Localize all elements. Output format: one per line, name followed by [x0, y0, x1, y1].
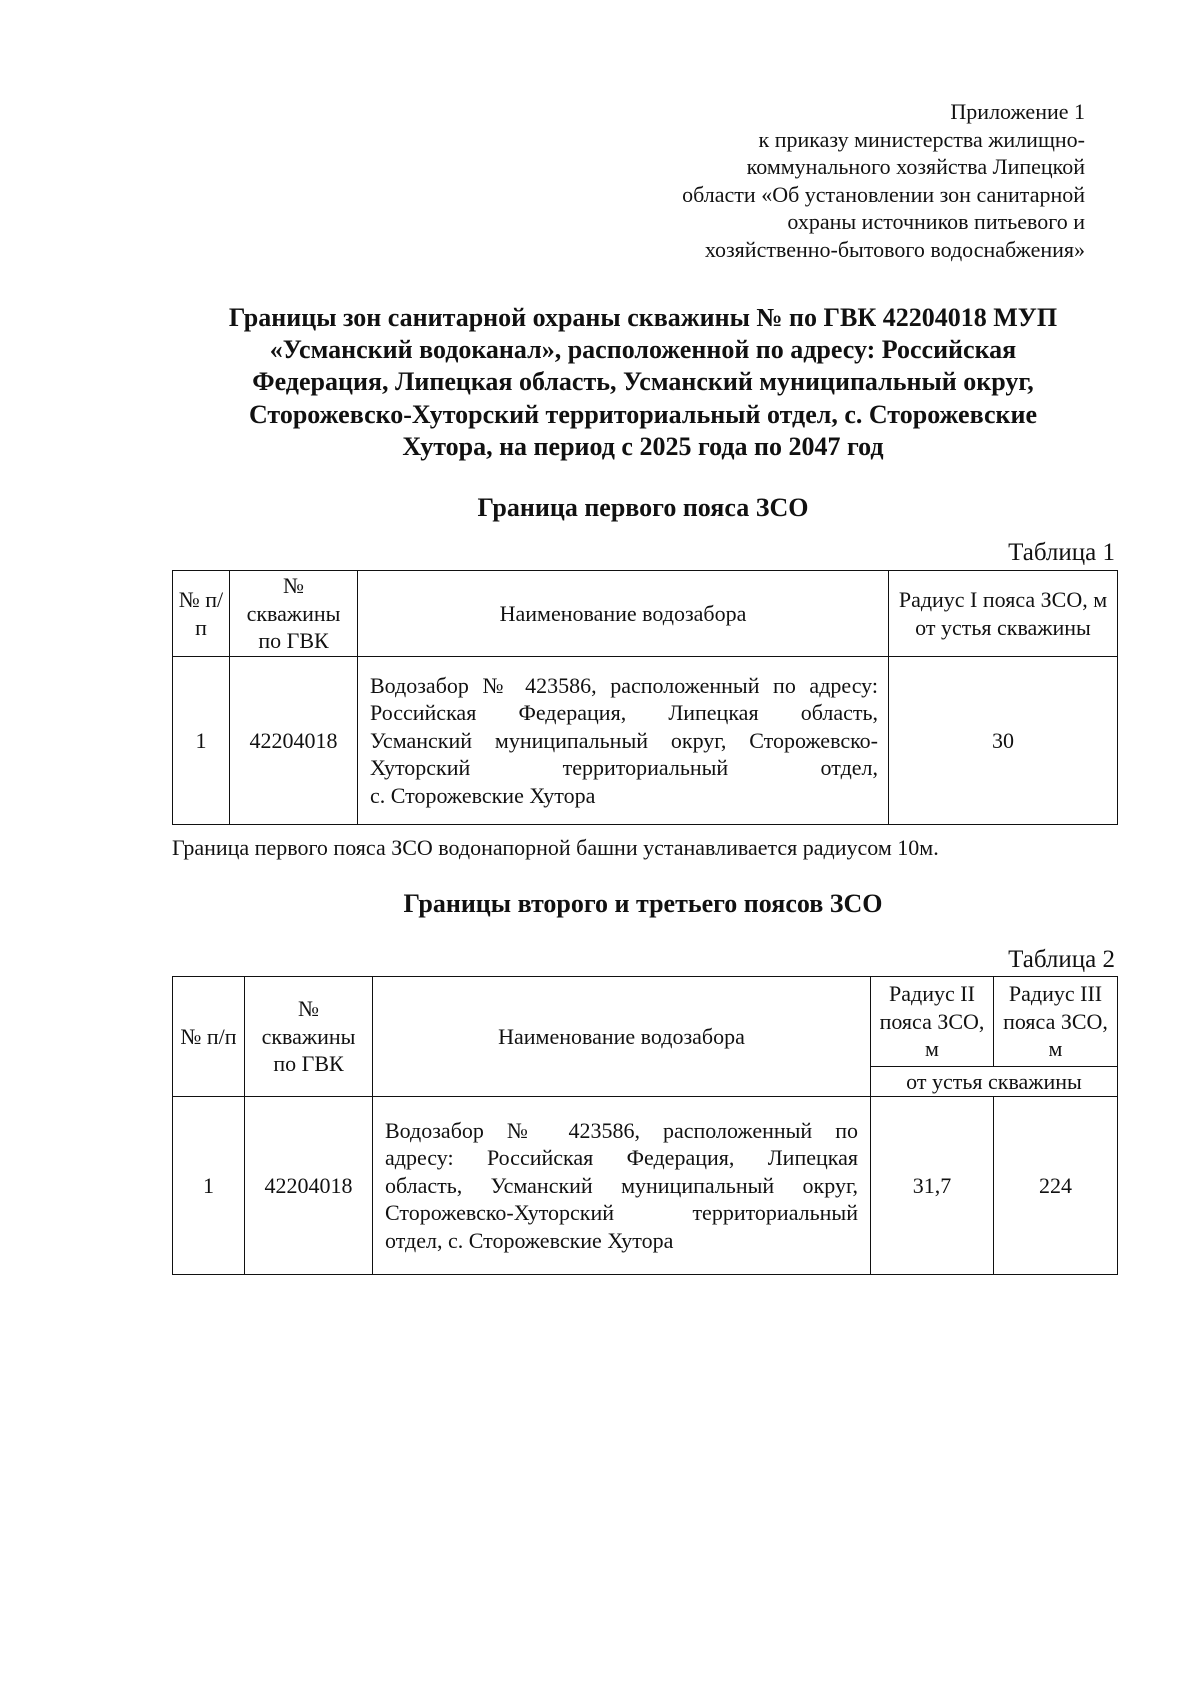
- cell-name: [358, 657, 889, 825]
- cell-radius: 30: [889, 657, 1118, 825]
- cell-name: [373, 1097, 871, 1275]
- header-num: № п/п: [173, 571, 230, 657]
- header-well: № скважины по ГВК: [230, 571, 358, 657]
- table1-label: Таблица 1: [1008, 539, 1115, 566]
- table-row: [173, 1097, 1118, 1275]
- document-title: [160, 302, 1126, 463]
- name-line: Водозабор № 423586, расположенный по: [385, 1117, 858, 1143]
- header-radius2: Радиус II пояса ЗСО, м: [871, 977, 994, 1067]
- header-from-mouth: от устья скважины: [871, 1067, 1118, 1097]
- table2-header-row: [173, 977, 1118, 1067]
- title-line: Хутора, на период с 2025 года по 2047 год: [402, 431, 884, 461]
- note-text: Граница первого пояса ЗСО водонапорной башни устанавливается радиусом 10м.: [172, 835, 939, 860]
- name-line: с. Сторожевские Хутора: [370, 782, 596, 808]
- header-name: Наименование водозабора: [358, 571, 889, 657]
- appendix-line: охраны источников питьевого и: [787, 209, 1085, 234]
- appendix-header: [485, 98, 1085, 263]
- appendix-line: области «Об установлении зон санитарной: [682, 181, 1085, 207]
- appendix-line: хозяйственно-бытового водоснабжения»: [704, 236, 1085, 262]
- cell-num: 1: [173, 1097, 245, 1275]
- cell-well: 42204018: [245, 1097, 373, 1275]
- name-line: Хуторский территориальный отдел,: [370, 755, 878, 781]
- header-name: Наименование водозабора: [373, 977, 871, 1097]
- appendix-line: к приказу министерства жилищно-: [758, 126, 1085, 152]
- header-radius: Радиус I пояса ЗСО, м от устья скважины: [889, 571, 1118, 657]
- name-line: Российская Федерация, Липецкая область,: [370, 700, 878, 726]
- section2-heading: Границы второго и третьего поясов ЗСО: [403, 889, 883, 918]
- title-line: «Усманский водоканал», расположенной по адресу: Российская: [269, 335, 1017, 365]
- name-line: Сторожевско-Хуторский территориальный: [385, 1200, 858, 1226]
- title-line: Границы зон санитарной охраны скважины № по ГВК 42204018 МУП: [228, 303, 1058, 332]
- title-line: Сторожевско-Хуторский территориальный отдел, с. Сторожевские: [248, 399, 1037, 429]
- header-radius3: Радиус III пояса ЗСО, м: [994, 977, 1118, 1067]
- table-row: [173, 657, 1118, 825]
- cell-radius2: 31,7: [871, 1097, 994, 1275]
- appendix-line: коммунального хозяйства Липецкой: [746, 154, 1085, 179]
- header-num: № п/п: [173, 977, 245, 1097]
- header-well: № скважины по ГВК: [245, 977, 373, 1097]
- cell-radius3: 224: [994, 1097, 1118, 1275]
- title-line: Федерация, Липецкая область, Усманский муниципальный округ,: [252, 367, 1034, 397]
- table1: [172, 570, 1118, 825]
- table2-label: Таблица 2: [1008, 946, 1115, 973]
- cell-num: 1: [173, 657, 230, 825]
- table1-header-row: [173, 571, 1118, 657]
- name-line: Усманский муниципальный округ, Сторожевско-: [370, 727, 878, 753]
- section1-heading: Граница первого пояса ЗСО: [477, 493, 809, 522]
- name-line: Водозабор № 423586, расположенный по адресу:: [370, 672, 878, 698]
- name-line: область, Усманский муниципальный округ,: [385, 1172, 858, 1198]
- appendix-line: Приложение 1: [950, 99, 1085, 124]
- cell-well: 42204018: [230, 657, 358, 825]
- name-line: отдел, с. Сторожевские Хутора: [385, 1227, 674, 1253]
- name-line: адресу: Российская Федерация, Липецкая: [385, 1145, 858, 1171]
- table2: [172, 976, 1118, 1275]
